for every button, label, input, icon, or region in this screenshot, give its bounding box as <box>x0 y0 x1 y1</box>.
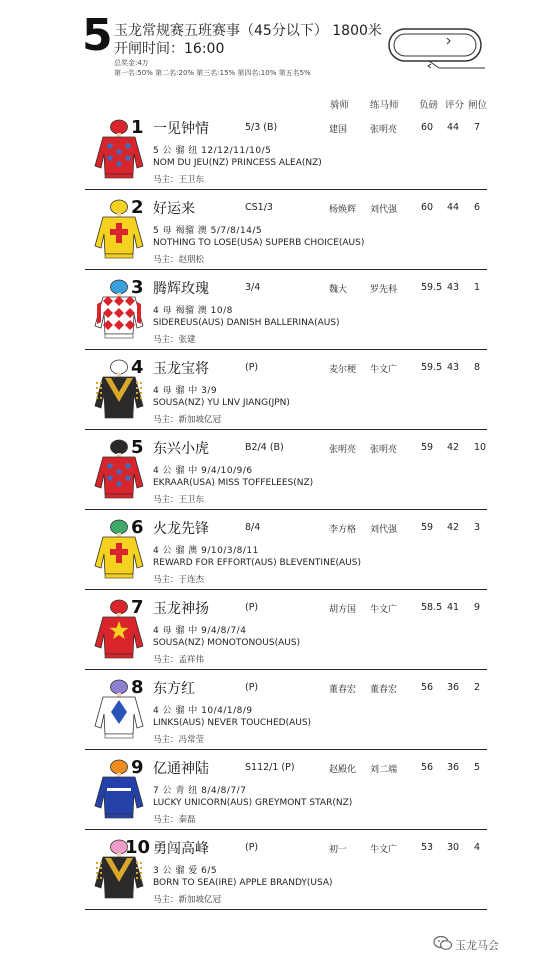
column-jockey: 骑师 <box>330 100 350 111</box>
horse-info: 3 公 骝 爱 6/5 <box>153 866 218 876</box>
runner-row <box>85 350 487 430</box>
jockey-name: 李方格 <box>329 525 357 535</box>
horse-info: 4 公 骝 中 9/4/10/9/6 <box>153 466 253 476</box>
horse-info: 4 公 骝 中 10/4/1/8/9 <box>153 706 253 716</box>
horse-form: 8/4 <box>245 522 261 533</box>
runner-number: 5 <box>131 437 144 458</box>
watermark: 玉龙马会 <box>455 939 499 952</box>
horse-weight: 60 <box>421 202 434 213</box>
trainer-name: 罗先科 <box>370 285 398 295</box>
runner-row <box>85 270 487 350</box>
trainer-name: 董春宏 <box>370 685 398 695</box>
gate-number: 5 <box>474 762 481 773</box>
runner-number: 9 <box>131 757 144 778</box>
horse-form: 5/3 (B) <box>245 122 278 133</box>
horse-owner: 马主：张建 <box>153 335 196 345</box>
runner-number: 7 <box>131 597 144 618</box>
horse-weight: 56 <box>421 762 434 773</box>
horse-owner: 马主：于连杰 <box>153 575 205 585</box>
horse-name: 亿通神陆 <box>153 761 209 777</box>
horse-pedigree: LINKS(AUS) NEVER TOUCHED(AUS) <box>153 718 312 728</box>
horse-name: 玉龙宝将 <box>153 361 209 377</box>
runner-row <box>85 430 487 510</box>
runner-row <box>85 110 487 190</box>
horse-info: 7 公 青 纽 8/4/8/7/7 <box>153 786 247 796</box>
horse-pedigree: REWARD FOR EFFORT(AUS) BLEVENTINE(AUS) <box>153 558 361 568</box>
horse-owner: 马主：新加坡亿冠 <box>153 895 222 905</box>
horse-form: S112/1 (P) <box>245 762 295 773</box>
race-start-time: 开闸时间：16:00 <box>114 41 225 57</box>
gate-number: 8 <box>474 362 481 373</box>
jockey-name: 魏大 <box>329 285 348 295</box>
gate-number: 6 <box>474 202 481 213</box>
runner-row <box>85 190 487 270</box>
gate-number: 7 <box>474 122 481 133</box>
horse-weight: 58.5 <box>421 602 443 613</box>
runner-row <box>85 590 487 670</box>
horse-pedigree: EKRAAR(USA) MISS TOFFELEES(NZ) <box>153 478 314 488</box>
trainer-name: 刘代强 <box>370 525 398 535</box>
runner-row <box>85 830 487 910</box>
prize-total: 总奖金:4万 <box>114 59 149 67</box>
horse-owner: 马主：冯常莹 <box>153 735 205 745</box>
gate-number: 1 <box>474 282 481 293</box>
trainer-name: 张明亮 <box>370 125 398 135</box>
runner-row <box>85 510 487 590</box>
horse-name: 勇闯高峰 <box>153 841 209 857</box>
horse-form: (P) <box>245 682 259 693</box>
gate-number: 10 <box>474 442 487 453</box>
horse-form: (P) <box>245 362 259 373</box>
column-trainer: 练马师 <box>370 100 399 111</box>
gate-number: 2 <box>474 682 481 693</box>
horse-info: 4 母 骝 中 3/9 <box>153 386 218 396</box>
trainer-name: 牛文广 <box>370 605 398 615</box>
runner-row <box>85 750 487 830</box>
race-title: 玉龙常规赛五班赛事（45分以下） 1800米 <box>114 23 382 39</box>
runner-row <box>85 670 487 750</box>
jockey-name: 麦尔梗 <box>329 365 357 375</box>
horse-info: 4 公 骝 澳 9/10/3/8/11 <box>153 546 259 556</box>
horse-form: B2/4 (B) <box>245 442 284 453</box>
track-map-icon <box>385 24 491 70</box>
horse-score: 30 <box>447 842 460 853</box>
gate-number: 9 <box>474 602 481 613</box>
horse-pedigree: BORN TO SEA(IRE) APPLE BRANDY(USA) <box>153 878 333 888</box>
horse-info: 5 母 褐骝 澳 5/7/8/14/5 <box>153 226 263 236</box>
jockey-name: 董春宏 <box>329 685 357 695</box>
horse-weight: 59.5 <box>421 282 443 293</box>
horse-info: 4 母 褐骝 澳 10/8 <box>153 306 233 316</box>
trainer-name: 张明亮 <box>370 445 398 455</box>
horse-owner: 马主：王卫东 <box>153 495 205 505</box>
runner-number: 8 <box>131 677 144 698</box>
horse-weight: 53 <box>421 842 434 853</box>
horse-score: 43 <box>447 362 460 373</box>
jockey-name: 杨焕辉 <box>329 205 357 215</box>
horse-form: CS1/3 <box>245 202 273 213</box>
horse-owner: 马主：新加坡亿冠 <box>153 415 222 425</box>
runner-number: 3 <box>131 277 144 298</box>
horse-score: 44 <box>447 122 460 133</box>
horse-form: 3/4 <box>245 282 261 293</box>
horse-score: 36 <box>447 682 460 693</box>
horse-name: 东方红 <box>153 681 195 697</box>
jockey-name: 张明亮 <box>329 445 357 455</box>
runner-number: 1 <box>131 117 144 138</box>
horse-name: 好运来 <box>153 201 195 217</box>
column-score: 评分 <box>445 100 465 111</box>
runner-number: 4 <box>131 357 144 378</box>
race-header <box>0 0 550 90</box>
runner-number: 6 <box>131 517 144 538</box>
horse-name: 火龙先锋 <box>153 521 209 537</box>
horse-owner: 马主：王卫东 <box>153 175 205 185</box>
horse-weight: 59 <box>421 522 434 533</box>
horse-weight: 59.5 <box>421 362 443 373</box>
horse-pedigree: SIDEREUS(AUS) DANISH BALLERINA(AUS) <box>153 318 340 328</box>
gate-number: 4 <box>474 842 481 853</box>
horse-info: 5 公 骝 纽 12/12/11/10/5 <box>153 146 272 156</box>
horse-score: 36 <box>447 762 460 773</box>
runner-number: 2 <box>131 197 144 218</box>
horse-pedigree: LUCKY UNICORN(AUS) GREYMONT STAR(NZ) <box>153 798 353 808</box>
horse-owner: 马主：赵朋松 <box>153 255 205 265</box>
horse-info: 4 母 骝 中 9/4/8/7/4 <box>153 626 247 636</box>
horse-score: 42 <box>447 522 460 533</box>
horse-score: 41 <box>447 602 460 613</box>
prize-split: 第一名:50% 第二名:20% 第三名:15% 第四名:10% 第五名5% <box>114 69 311 77</box>
jockey-name: 建国 <box>329 125 348 135</box>
trainer-name: 刘二端 <box>370 765 398 775</box>
gate-number: 3 <box>474 522 481 533</box>
runner-number: 10 <box>125 837 151 858</box>
horse-owner: 马主：孟祥伟 <box>153 655 205 665</box>
horse-weight: 56 <box>421 682 434 693</box>
trainer-name: 牛文广 <box>370 365 398 375</box>
horse-name: 一见钟情 <box>153 121 209 137</box>
horse-weight: 60 <box>421 122 434 133</box>
trainer-name: 刘代强 <box>370 205 398 215</box>
horse-pedigree: SOUSA(NZ) YU LNV JIANG(JPN) <box>153 398 290 408</box>
horse-weight: 59 <box>421 442 434 453</box>
horse-name: 玉龙神扬 <box>153 601 209 617</box>
horse-name: 东兴小虎 <box>153 441 209 457</box>
horse-form: (P) <box>245 602 259 613</box>
horse-form: (P) <box>245 842 259 853</box>
horse-pedigree: NOTHING TO LOSE(USA) SUPERB CHOICE(AUS) <box>153 238 365 248</box>
column-weight: 负磅 <box>419 100 439 111</box>
horse-score: 42 <box>447 442 460 453</box>
horse-pedigree: NOM DU JEU(NZ) PRINCESS ALEA(NZ) <box>153 158 322 168</box>
horse-pedigree: SOUSA(NZ) MONOTONOUS(AUS) <box>153 638 301 648</box>
horse-score: 44 <box>447 202 460 213</box>
wechat-icon <box>433 935 453 951</box>
horse-owner: 马主：秦磊 <box>153 815 196 825</box>
jockey-name: 胡方国 <box>329 605 357 615</box>
jockey-name: 赵殿化 <box>329 765 357 775</box>
horse-score: 43 <box>447 282 460 293</box>
horse-name: 腾辉玫瑰 <box>153 281 209 297</box>
race-number: 5 <box>82 10 113 61</box>
trainer-name: 牛文广 <box>370 845 398 855</box>
jockey-name: 初一 <box>329 845 348 855</box>
column-gate: 闸位 <box>468 100 488 111</box>
